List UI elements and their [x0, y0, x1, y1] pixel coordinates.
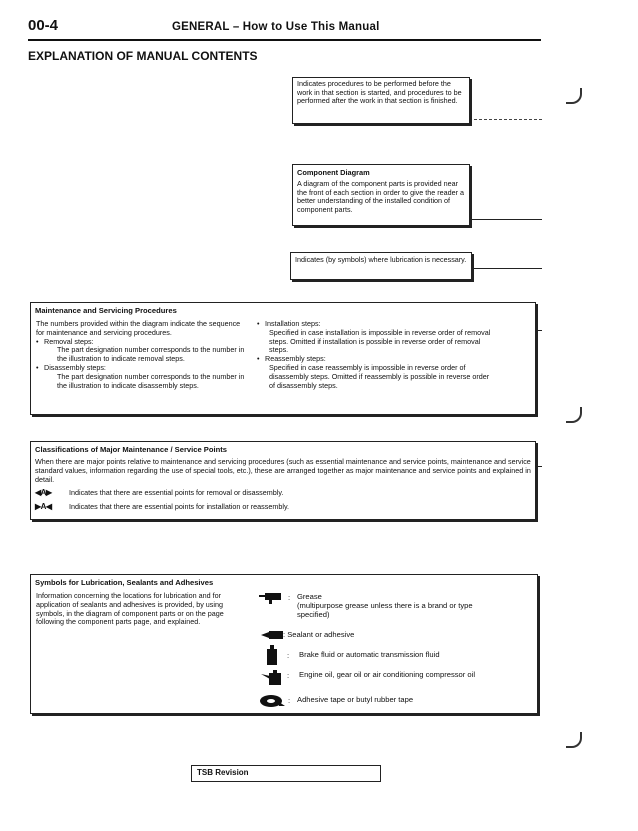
- component-diagram-heading: Component Diagram: [297, 168, 370, 177]
- grease-gun-icon: [259, 590, 285, 604]
- fluid-bottle-icon: [265, 645, 279, 665]
- colon-separator: :: [287, 671, 290, 680]
- leader-line: [474, 268, 542, 269]
- maintenance-left-column: [36, 320, 248, 390]
- symbols-heading: Symbols for Lubrication, Sealants and Adhesives: [35, 578, 214, 587]
- classifications-heading: Classifications of Major Maintenance / Service Points: [35, 445, 228, 454]
- disassembly-steps-text: The part designation number corresponds to the number in the illustration to indicate disassembly steps.: [57, 371, 245, 390]
- sealant-label: Sealant or adhesive: [287, 630, 355, 639]
- installation-steps-text: Specified in case installation is impossible in reverse order of removal steps. Omitted if installation is possible in reverse order of removal steps.: [269, 327, 491, 355]
- page-header-title: GENERAL – How to Use This Manual: [172, 21, 380, 33]
- leader-line: [538, 330, 542, 331]
- tape-roll-icon: [259, 694, 285, 708]
- sealant-item: [283, 631, 354, 640]
- classifications-section: [30, 441, 536, 520]
- maintenance-intro: The numbers provided within the diagram indicate the sequence for maintenance and servicing procedures.: [36, 319, 241, 337]
- reassembly-steps-label: Reassembly steps:: [265, 354, 326, 364]
- lubrication-note-text: Indicates (by symbols) where lubrication is necessary.: [295, 255, 467, 264]
- before-after-work-text: Indicates procedures to be performed before the work in that section is started, and procedures to be performed after the work in that section is finished.: [297, 79, 462, 106]
- bullet-icon: •: [257, 354, 260, 364]
- colon-separator: :: [288, 593, 291, 602]
- install-points-symbol: ▶A◀: [35, 502, 52, 512]
- grease-item: [297, 593, 477, 619]
- removal-points-text: Indicates that there are essential points for removal or disassembly.: [69, 488, 284, 498]
- maintenance-procedures-section: [30, 302, 536, 415]
- grease-title: Grease: [297, 592, 322, 601]
- component-diagram-note: [292, 164, 470, 226]
- engine-oil-item: Engine oil, gear oil or air conditioning compressor oil: [299, 670, 476, 679]
- page-number: 00-4: [28, 17, 59, 34]
- sealant-tube-icon: [261, 630, 283, 640]
- removal-steps-label: Removal steps:: [44, 336, 94, 346]
- lubrication-symbols-section: [30, 574, 538, 714]
- removal-points-symbol: ◀A▶: [35, 488, 52, 498]
- bullet-icon: •: [36, 336, 39, 346]
- removal-points-row: [35, 489, 531, 498]
- colon-separator: :: [287, 651, 290, 660]
- header-rule: [28, 39, 541, 41]
- bullet-icon: •: [36, 362, 39, 372]
- before-after-work-note: [292, 77, 470, 124]
- binding-hook-icon: [566, 732, 582, 748]
- classifications-intro: When there are major points relative to maintenance and servicing procedures (such as essential maintenance and service points, maintenance and service standard values, information regarding the use of special tools, etc.), these are arranged together as major maintenance and service points and explained in detail.: [35, 457, 531, 484]
- bullet-icon: •: [257, 319, 260, 328]
- tsb-revision-box: TSB Revision: [191, 765, 381, 782]
- maintenance-heading: Maintenance and Servicing Procedures: [35, 306, 177, 315]
- leader-line-dashed: [474, 119, 542, 120]
- section-title: EXPLANATION OF MANUAL CONTENTS: [28, 49, 258, 63]
- install-points-row: [35, 503, 531, 512]
- brake-fluid-item: Brake fluid or automatic transmission fluid: [299, 650, 440, 659]
- colon-separator: :: [283, 630, 288, 639]
- maintenance-right-column: [257, 320, 495, 390]
- lubrication-note: [290, 252, 472, 280]
- symbols-intro: Information concerning the locations for lubrication and for application of sealants and adhesives is provided, by using symbols, in the diagram of component parts or on the page following the component parts page, and explained.: [36, 591, 224, 627]
- removal-steps-text: The part designation number corresponds to the number in the illustration to indicate removal steps.: [57, 345, 245, 364]
- binding-hook-icon: [566, 88, 582, 104]
- reassembly-steps-text: Specified in case reassembly is impossible in reverse order of disassembly steps. Omitted if reassembly is possible in reverse order of disassembly steps.: [269, 362, 490, 390]
- leader-line: [472, 219, 542, 220]
- oil-can-icon: [261, 670, 283, 686]
- tape-item: Adhesive tape or butyl rubber tape: [297, 695, 414, 704]
- disassembly-steps-label: Disassembly steps:: [44, 362, 106, 372]
- binding-hook-icon: [566, 407, 582, 423]
- install-points-text: Indicates that there are essential points for installation or reassembly.: [69, 502, 289, 512]
- colon-separator: :: [288, 696, 291, 705]
- component-diagram-text: A diagram of the component parts is provided near the front of each section in order to give the reader a better understanding of the installed condition of component parts.: [297, 179, 465, 214]
- grease-detail: (multipurpose grease unless there is a brand or type specified): [297, 600, 473, 619]
- leader-line: [538, 466, 542, 467]
- installation-steps-label: Installation steps:: [265, 319, 321, 328]
